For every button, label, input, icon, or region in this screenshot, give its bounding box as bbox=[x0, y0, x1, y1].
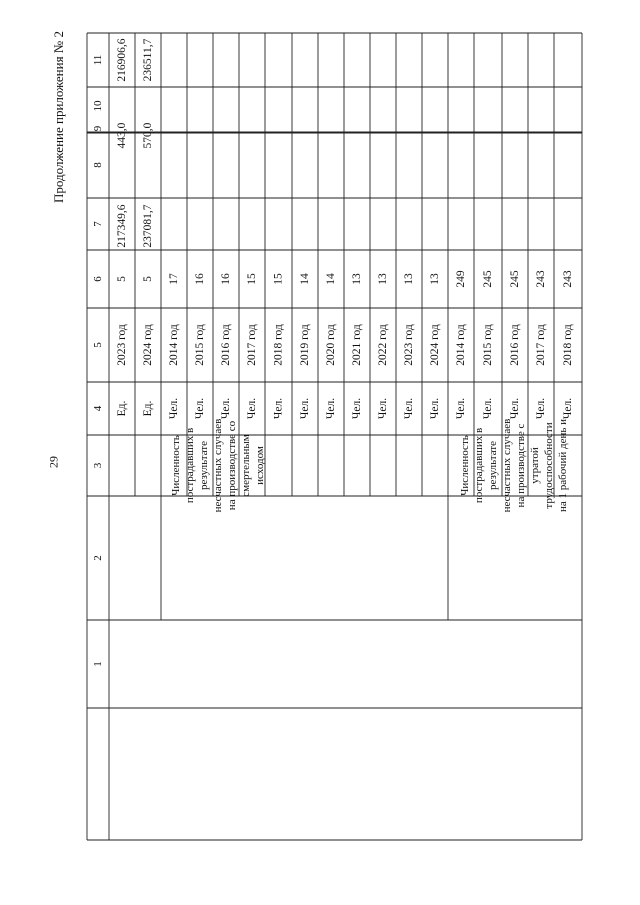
header-cell: 11 bbox=[92, 54, 104, 66]
group2-c6-cell: 14 bbox=[325, 273, 337, 285]
group2-year-cell: 2017 год bbox=[246, 324, 258, 366]
group2-c6-cell: 14 bbox=[299, 273, 311, 285]
group3-c6-cell: 249 bbox=[455, 270, 467, 288]
group2-unit-cell: Чел. bbox=[168, 397, 180, 420]
group3-year-cell: 2014 год bbox=[455, 324, 467, 366]
group3-unit-cell: Чел. bbox=[509, 397, 521, 420]
group2-unit-cell: Чел. bbox=[299, 397, 311, 420]
group3-year-cell: 2016 год bbox=[509, 324, 521, 366]
group2-year-cell: 2015 год bbox=[194, 324, 206, 366]
group1-unit-cell: Ед. bbox=[142, 400, 154, 417]
group2-description-line: несчастных случаев bbox=[212, 418, 224, 513]
header-cell: 4 bbox=[92, 405, 104, 412]
header-cell: 5 bbox=[92, 342, 104, 348]
group3-description-line: результате bbox=[487, 441, 499, 490]
group2-year-cell: 2019 год bbox=[299, 324, 311, 366]
group2-c6-cell: 17 bbox=[168, 273, 180, 285]
page-number: 29 bbox=[46, 456, 61, 468]
group2-c6-cell: 16 bbox=[220, 273, 232, 285]
group3-year-cell: 2015 год bbox=[482, 324, 494, 366]
group2-description-line: на производстве со bbox=[226, 420, 238, 511]
group1-unit-cell: Ед. bbox=[116, 400, 128, 417]
group3-description-line: Численность bbox=[459, 435, 471, 496]
group2-unit-cell: Чел. bbox=[272, 397, 285, 420]
header-cell: 8 bbox=[92, 162, 104, 168]
header-cell: 10 bbox=[92, 100, 104, 112]
group1-c7-cell: 217349,6 bbox=[116, 204, 128, 248]
group2-year-cell: 2020 год bbox=[325, 324, 337, 366]
group3-description-line: трудоспособности bbox=[543, 422, 555, 509]
group2-description-line: смертельным bbox=[240, 434, 252, 497]
group2-year-cell: 2023 год bbox=[403, 324, 415, 366]
group3-c6-cell: 243 bbox=[535, 270, 547, 288]
group1-c6-cell: 5 bbox=[142, 276, 154, 282]
group3-c6-cell: 243 bbox=[562, 270, 574, 288]
group3-unit-cell: Чел. bbox=[455, 397, 467, 420]
group2-unit-cell: Чел. bbox=[351, 397, 363, 420]
header-cell: 2 bbox=[92, 555, 104, 561]
group1-c11-cell: 216906,6 bbox=[116, 38, 128, 82]
continuation-title: Продолжение приложения № 2 bbox=[51, 31, 66, 203]
header-cell: 6 bbox=[92, 276, 104, 282]
group1-c7-cell: 237081,7 bbox=[142, 204, 154, 248]
group2-c6-cell: 13 bbox=[429, 273, 441, 285]
group2-year-cell: 2021 год bbox=[351, 324, 363, 366]
group2-description-line: Численность bbox=[170, 435, 182, 496]
group1-c6-cell: 5 bbox=[116, 276, 128, 282]
group2-year-cell: 2014 год bbox=[168, 324, 180, 366]
group2-c6-cell: 13 bbox=[403, 273, 415, 285]
group2-c6-cell: 15 bbox=[246, 273, 258, 285]
group3-description-line: пострадавших в bbox=[473, 427, 485, 504]
group1-c9-cell: 570,0 bbox=[142, 122, 154, 149]
header-cell: 3 bbox=[92, 462, 104, 469]
group2-year-cell: 2022 год bbox=[377, 324, 389, 366]
group2-description-line: пострадавших в bbox=[184, 427, 196, 504]
group2-unit-cell: Чел. bbox=[325, 397, 337, 420]
group2-year-cell: 2024 год bbox=[429, 324, 441, 366]
group2-c6-cell: 13 bbox=[377, 273, 389, 285]
group2-unit-cell: Чел. bbox=[194, 397, 206, 420]
group2-c6-cell: 15 bbox=[272, 273, 285, 285]
group2-unit-cell: Чел. bbox=[377, 397, 389, 420]
group2-description-line: исходом bbox=[254, 446, 266, 485]
group2-c6-cell: 13 bbox=[351, 273, 363, 285]
group3-unit-cell: Чел. bbox=[562, 397, 574, 420]
group1-c9-cell: 443,0 bbox=[116, 122, 128, 149]
group3-year-cell: 2017 год bbox=[535, 324, 547, 366]
group2-unit-cell: Чел. bbox=[429, 397, 441, 420]
header-cell: 9 bbox=[92, 125, 104, 132]
group3-description-line: утратой bbox=[529, 447, 541, 484]
group2-year-cell: 2016 год bbox=[220, 324, 232, 366]
group3-c6-cell: 245 bbox=[509, 270, 521, 288]
group3-description-line: на производстве с bbox=[515, 423, 527, 508]
group1-year-cell: 2024 год bbox=[142, 324, 154, 366]
group2-unit-cell: Чел. bbox=[246, 397, 258, 420]
group3-c6-cell: 245 bbox=[482, 270, 494, 288]
group2-unit-cell: Чел. bbox=[403, 397, 415, 420]
group3-unit-cell: Чел. bbox=[482, 397, 494, 420]
group3-description-line: на 1 рабочий день и bbox=[557, 418, 569, 513]
group2-unit-cell: Чел. bbox=[220, 397, 232, 420]
group1-c11-cell: 236511,7 bbox=[142, 38, 154, 82]
group3-unit-cell: Чел. bbox=[535, 397, 547, 420]
header-cell: 7 bbox=[92, 221, 104, 227]
header-cell: 1 bbox=[92, 661, 104, 667]
group3-year-cell: 2018 год bbox=[562, 324, 574, 366]
group1-year-cell: 2023 год bbox=[116, 324, 128, 366]
group3-description-line: несчастных случаев bbox=[501, 418, 513, 513]
group2-c6-cell: 16 bbox=[194, 273, 206, 285]
group2-year-cell: 2018 год bbox=[272, 324, 285, 366]
group2-description-line: результате bbox=[198, 441, 210, 490]
